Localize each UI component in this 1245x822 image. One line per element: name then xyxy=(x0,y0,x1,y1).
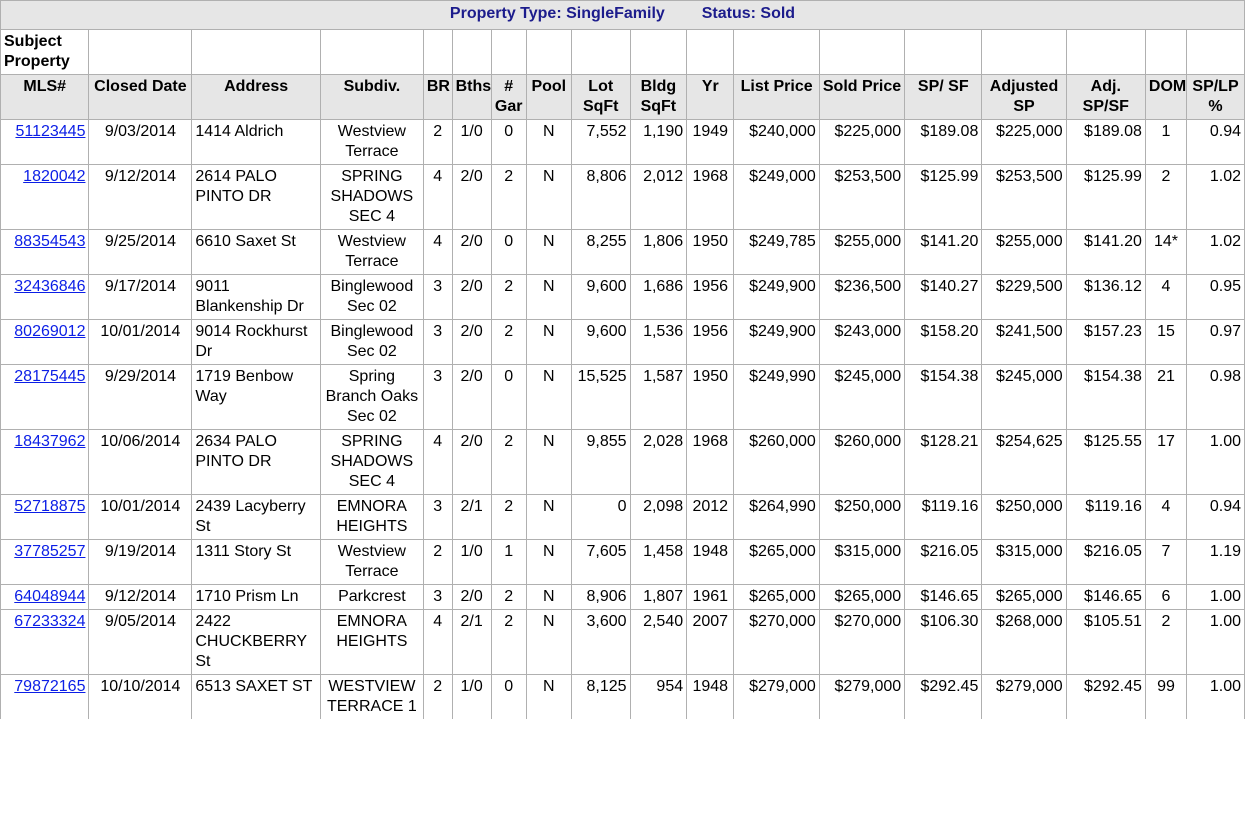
cell-adj-sp-sf: $141.20 xyxy=(1066,229,1145,274)
cell-sp-sf: $140.27 xyxy=(904,274,981,319)
cell-yr: 1950 xyxy=(686,229,733,274)
cell-lot-sqft: 9,855 xyxy=(571,429,630,494)
col-header-bths: Bths xyxy=(452,74,491,119)
col-header-gar: # Gar xyxy=(491,74,526,119)
cell-sp-lp: 1.02 xyxy=(1186,164,1245,229)
cell-list-price: $270,000 xyxy=(733,609,818,674)
cell-sp-sf: $128.21 xyxy=(904,429,981,494)
property-type-label: Property Type: xyxy=(449,5,562,22)
cell-address: 1719 Benbow Way xyxy=(191,364,320,429)
cell-address: 6513 SAXET ST xyxy=(191,674,320,719)
cell-adjusted-sp: $229,500 xyxy=(981,274,1065,319)
cell-list-price: $279,000 xyxy=(733,674,818,719)
cell-sold-price: $255,000 xyxy=(819,229,904,274)
cell-subdiv: Westview Terrace xyxy=(320,229,423,274)
cell-mls xyxy=(0,364,88,429)
cell-dom: 17 xyxy=(1145,429,1186,494)
cell-lot-sqft: 9,600 xyxy=(571,274,630,319)
cell-lot-sqft: 7,552 xyxy=(571,119,630,164)
cell-sp-lp: 0.95 xyxy=(1186,274,1245,319)
cell-adj-sp-sf: $136.12 xyxy=(1066,274,1145,319)
cell-adjusted-sp: $245,000 xyxy=(981,364,1065,429)
cell-bldg-sqft: 1,536 xyxy=(630,319,687,364)
subject-cell-address xyxy=(191,29,320,74)
cell-sp-sf: $125.99 xyxy=(904,164,981,229)
cell-br: 4 xyxy=(423,609,452,674)
cell-lot-sqft: 0 xyxy=(571,494,630,539)
col-header-sp-lp: SP/LP % xyxy=(1186,74,1245,119)
mls-link[interactable]: 79872165 xyxy=(14,678,86,695)
cell-br: 3 xyxy=(423,364,452,429)
cell-bths: 2/0 xyxy=(452,364,491,429)
cell-bldg-sqft: 1,587 xyxy=(630,364,687,429)
cell-closed-date: 10/10/2014 xyxy=(88,674,191,719)
cell-bldg-sqft: 1,686 xyxy=(630,274,687,319)
cell-pool: N xyxy=(526,119,571,164)
cell-sp-sf: $146.65 xyxy=(904,584,981,609)
cell-bldg-sqft: 2,012 xyxy=(630,164,687,229)
cell-lot-sqft: 8,255 xyxy=(571,229,630,274)
cell-address: 2634 PALO PINTO DR xyxy=(191,429,320,494)
subject-cell-bldg-sqft xyxy=(630,29,687,74)
cell-yr: 1950 xyxy=(686,364,733,429)
mls-link[interactable]: 51123445 xyxy=(15,123,86,140)
cell-gar: 0 xyxy=(491,674,526,719)
cell-lot-sqft: 9,600 xyxy=(571,319,630,364)
cell-sp-sf: $216.05 xyxy=(904,539,981,584)
table-row xyxy=(0,364,1245,429)
table-row xyxy=(0,119,1245,164)
cell-bths: 1/0 xyxy=(452,119,491,164)
col-header-adj-sp-sf: Adj. SP/SF xyxy=(1066,74,1145,119)
cell-sold-price: $245,000 xyxy=(819,364,904,429)
cell-br: 3 xyxy=(423,584,452,609)
table-row xyxy=(0,229,1245,274)
cell-subdiv: EMNORA HEIGHTS xyxy=(320,609,423,674)
cell-sold-price: $243,000 xyxy=(819,319,904,364)
cell-subdiv: EMNORA HEIGHTS xyxy=(320,494,423,539)
subject-cell-subdiv xyxy=(320,29,423,74)
cell-yr: 1961 xyxy=(686,584,733,609)
cell-sold-price: $260,000 xyxy=(819,429,904,494)
cell-bths: 2/0 xyxy=(452,429,491,494)
subject-cell-pool xyxy=(526,29,571,74)
status-label: Status: xyxy=(701,5,756,22)
cell-list-price: $249,900 xyxy=(733,274,818,319)
cell-list-price: $240,000 xyxy=(733,119,818,164)
cell-yr: 1948 xyxy=(686,539,733,584)
cell-dom: 4 xyxy=(1145,274,1186,319)
cell-bldg-sqft: 1,806 xyxy=(630,229,687,274)
cell-dom: 2 xyxy=(1145,164,1186,229)
cell-br: 2 xyxy=(423,539,452,584)
cell-sp-sf: $292.45 xyxy=(904,674,981,719)
cell-sold-price: $250,000 xyxy=(819,494,904,539)
cell-dom: 2 xyxy=(1145,609,1186,674)
cell-yr: 1949 xyxy=(686,119,733,164)
col-header-br: BR xyxy=(423,74,452,119)
cell-closed-date: 10/06/2014 xyxy=(88,429,191,494)
cell-pool: N xyxy=(526,364,571,429)
cell-adjusted-sp: $250,000 xyxy=(981,494,1065,539)
cell-adjusted-sp: $255,000 xyxy=(981,229,1065,274)
cell-gar: 2 xyxy=(491,274,526,319)
cell-list-price: $264,990 xyxy=(733,494,818,539)
cell-bths: 1/0 xyxy=(452,539,491,584)
cell-mls xyxy=(0,274,88,319)
cell-sp-lp: 1.00 xyxy=(1186,584,1245,609)
mls-link[interactable]: 18437962 xyxy=(14,433,86,450)
cell-closed-date: 9/12/2014 xyxy=(88,164,191,229)
mls-link[interactable]: 88354543 xyxy=(14,233,86,250)
cell-list-price: $260,000 xyxy=(733,429,818,494)
table-row xyxy=(0,674,1245,719)
col-header-yr: Yr xyxy=(686,74,733,119)
cell-mls xyxy=(0,229,88,274)
cell-subdiv: Spring Branch Oaks Sec 02 xyxy=(320,364,423,429)
cell-address: 1311 Story St xyxy=(191,539,320,584)
cell-lot-sqft: 15,525 xyxy=(571,364,630,429)
cell-adjusted-sp: $315,000 xyxy=(981,539,1065,584)
cell-pool: N xyxy=(526,319,571,364)
cell-closed-date: 9/25/2014 xyxy=(88,229,191,274)
cell-sp-sf: $158.20 xyxy=(904,319,981,364)
cell-sold-price: $279,000 xyxy=(819,674,904,719)
cell-sold-price: $236,500 xyxy=(819,274,904,319)
cell-mls xyxy=(0,119,88,164)
cell-sold-price: $315,000 xyxy=(819,539,904,584)
cell-sold-price: $270,000 xyxy=(819,609,904,674)
cell-pool: N xyxy=(526,494,571,539)
cell-yr: 2007 xyxy=(686,609,733,674)
cell-mls xyxy=(0,494,88,539)
col-header-sp-sf: SP/ SF xyxy=(904,74,981,119)
cell-adj-sp-sf: $125.55 xyxy=(1066,429,1145,494)
cell-br: 3 xyxy=(423,494,452,539)
cell-adj-sp-sf: $189.08 xyxy=(1066,119,1145,164)
property-type-value: SingleFamily xyxy=(566,5,665,22)
table-row xyxy=(0,429,1245,494)
cell-address: 6610 Saxet St xyxy=(191,229,320,274)
cell-bldg-sqft: 1,458 xyxy=(630,539,687,584)
cell-sp-sf: $106.30 xyxy=(904,609,981,674)
table-row xyxy=(0,494,1245,539)
cell-lot-sqft: 8,125 xyxy=(571,674,630,719)
cell-pool: N xyxy=(526,229,571,274)
cell-pool: N xyxy=(526,429,571,494)
col-header-pool: Pool xyxy=(526,74,571,119)
cell-adjusted-sp: $254,625 xyxy=(981,429,1065,494)
cell-lot-sqft: 8,906 xyxy=(571,584,630,609)
cell-pool: N xyxy=(526,584,571,609)
cell-sold-price: $265,000 xyxy=(819,584,904,609)
cell-subdiv: Binglewood Sec 02 xyxy=(320,319,423,364)
subject-cell-br xyxy=(423,29,452,74)
col-header-subdiv: Subdiv. xyxy=(320,74,423,119)
cell-list-price: $249,000 xyxy=(733,164,818,229)
cell-list-price: $249,990 xyxy=(733,364,818,429)
cell-pool: N xyxy=(526,609,571,674)
table-row xyxy=(0,539,1245,584)
subject-property-label: Subject Property xyxy=(0,29,88,74)
table-row xyxy=(0,609,1245,674)
subject-cell-sp-lp xyxy=(1186,29,1245,74)
table-row xyxy=(0,319,1245,364)
cell-address: 1710 Prism Ln xyxy=(191,584,320,609)
cell-yr: 1956 xyxy=(686,274,733,319)
cell-subdiv: Westview Terrace xyxy=(320,539,423,584)
cell-lot-sqft: 8,806 xyxy=(571,164,630,229)
cell-closed-date: 9/17/2014 xyxy=(88,274,191,319)
cell-address: 2422 CHUCKBERRY St xyxy=(191,609,320,674)
subject-cell-dom xyxy=(1145,29,1186,74)
subject-cell-adj-sp-sf xyxy=(1066,29,1145,74)
cell-adjusted-sp: $268,000 xyxy=(981,609,1065,674)
cell-adjusted-sp: $253,500 xyxy=(981,164,1065,229)
cell-adjusted-sp: $265,000 xyxy=(981,584,1065,609)
cell-gar: 1 xyxy=(491,539,526,584)
cell-address: 2439 Lacyberry St xyxy=(191,494,320,539)
col-header-lot-sqft: Lot SqFt xyxy=(571,74,630,119)
cell-sold-price: $225,000 xyxy=(819,119,904,164)
cell-gar: 2 xyxy=(491,609,526,674)
cell-bldg-sqft: 1,190 xyxy=(630,119,687,164)
cell-yr: 1968 xyxy=(686,164,733,229)
cell-sold-price: $253,500 xyxy=(819,164,904,229)
cell-bldg-sqft: 2,028 xyxy=(630,429,687,494)
cell-gar: 0 xyxy=(491,364,526,429)
mls-link[interactable]: 64048944 xyxy=(14,588,86,605)
mls-link[interactable]: 1820042 xyxy=(23,168,86,185)
cell-dom: 1 xyxy=(1145,119,1186,164)
cell-yr: 1956 xyxy=(686,319,733,364)
cell-sp-lp: 0.98 xyxy=(1186,364,1245,429)
mls-link[interactable]: 32436846 xyxy=(14,278,86,295)
cell-subdiv: Parkcrest xyxy=(320,584,423,609)
cell-mls xyxy=(0,429,88,494)
cell-bths: 2/0 xyxy=(452,164,491,229)
cell-sp-lp: 1.19 xyxy=(1186,539,1245,584)
cell-adj-sp-sf: $125.99 xyxy=(1066,164,1145,229)
cell-gar: 2 xyxy=(491,494,526,539)
subject-cell-sp-sf xyxy=(904,29,981,74)
col-header-list-price: List Price xyxy=(733,74,818,119)
cell-bths: 2/1 xyxy=(452,609,491,674)
cell-lot-sqft: 3,600 xyxy=(571,609,630,674)
cell-br: 3 xyxy=(423,274,452,319)
cell-bths: 2/0 xyxy=(452,584,491,609)
cell-subdiv: SPRING SHADOWS SEC 4 xyxy=(320,429,423,494)
cell-subdiv: WESTVIEW TERRACE 1 xyxy=(320,674,423,719)
cell-address: 9014 Rockhurst Dr xyxy=(191,319,320,364)
cell-pool: N xyxy=(526,539,571,584)
cell-gar: 0 xyxy=(491,229,526,274)
col-header-sold-price: Sold Price xyxy=(819,74,904,119)
cell-closed-date: 9/12/2014 xyxy=(88,584,191,609)
cell-list-price: $249,785 xyxy=(733,229,818,274)
cell-pool: N xyxy=(526,274,571,319)
subject-cell-sold-price xyxy=(819,29,904,74)
cell-adj-sp-sf: $216.05 xyxy=(1066,539,1145,584)
cell-address: 1414 Aldrich xyxy=(191,119,320,164)
cell-gar: 2 xyxy=(491,319,526,364)
subject-cell-lot-sqft xyxy=(571,29,630,74)
cell-yr: 1948 xyxy=(686,674,733,719)
col-header-dom: DOM xyxy=(1145,74,1186,119)
subject-cell-closed-date xyxy=(88,29,191,74)
col-header-mls: MLS# xyxy=(0,74,88,119)
cell-sp-lp: 0.97 xyxy=(1186,319,1245,364)
banner-row xyxy=(0,0,1245,29)
cell-adj-sp-sf: $105.51 xyxy=(1066,609,1145,674)
cell-pool: N xyxy=(526,674,571,719)
cell-bths: 1/0 xyxy=(452,674,491,719)
cell-mls xyxy=(0,674,88,719)
cell-subdiv: Binglewood Sec 02 xyxy=(320,274,423,319)
cell-sp-lp: 0.94 xyxy=(1186,494,1245,539)
cell-gar: 2 xyxy=(491,429,526,494)
cell-closed-date: 10/01/2014 xyxy=(88,319,191,364)
col-header-address: Address xyxy=(191,74,320,119)
cell-adj-sp-sf: $146.65 xyxy=(1066,584,1145,609)
cell-subdiv: Westview Terrace xyxy=(320,119,423,164)
mls-link[interactable]: 52718875 xyxy=(14,498,86,515)
cell-lot-sqft: 7,605 xyxy=(571,539,630,584)
status-value: Sold xyxy=(760,5,796,22)
cell-mls xyxy=(0,539,88,584)
subject-property-row xyxy=(0,29,1245,74)
mls-link[interactable]: 28175445 xyxy=(14,368,86,385)
cell-sp-sf: $141.20 xyxy=(904,229,981,274)
cell-br: 2 xyxy=(423,674,452,719)
cell-adj-sp-sf: $154.38 xyxy=(1066,364,1145,429)
banner-cell xyxy=(0,0,1245,29)
cell-adjusted-sp: $241,500 xyxy=(981,319,1065,364)
col-header-adjusted-sp: Adjusted SP xyxy=(981,74,1065,119)
cell-address: 9011 Blankenship Dr xyxy=(191,274,320,319)
cell-adj-sp-sf: $119.16 xyxy=(1066,494,1145,539)
col-header-bldg-sqft: Bldg SqFt xyxy=(630,74,687,119)
cell-sp-lp: 1.00 xyxy=(1186,429,1245,494)
cell-sp-sf: $189.08 xyxy=(904,119,981,164)
cell-yr: 2012 xyxy=(686,494,733,539)
mls-link[interactable]: 67233324 xyxy=(14,613,86,630)
cell-pool: N xyxy=(526,164,571,229)
cell-bldg-sqft: 2,098 xyxy=(630,494,687,539)
cell-mls xyxy=(0,164,88,229)
cell-dom: 7 xyxy=(1145,539,1186,584)
cell-closed-date: 10/01/2014 xyxy=(88,494,191,539)
cell-bths: 2/0 xyxy=(452,319,491,364)
mls-link[interactable]: 80269012 xyxy=(14,323,86,340)
table-row xyxy=(0,164,1245,229)
cell-bldg-sqft: 954 xyxy=(630,674,687,719)
cell-adjusted-sp: $225,000 xyxy=(981,119,1065,164)
cell-bldg-sqft: 1,807 xyxy=(630,584,687,609)
cell-closed-date: 9/19/2014 xyxy=(88,539,191,584)
cell-gar: 0 xyxy=(491,119,526,164)
cell-bths: 2/0 xyxy=(452,229,491,274)
subject-cell-yr xyxy=(686,29,733,74)
cell-yr: 1968 xyxy=(686,429,733,494)
cell-list-price: $265,000 xyxy=(733,539,818,584)
header-row xyxy=(0,74,1245,119)
cell-bldg-sqft: 2,540 xyxy=(630,609,687,674)
cell-sp-lp: 1.00 xyxy=(1186,609,1245,674)
cell-sp-sf: $119.16 xyxy=(904,494,981,539)
table-row xyxy=(0,584,1245,609)
cell-sp-lp: 1.00 xyxy=(1186,674,1245,719)
cell-br: 4 xyxy=(423,429,452,494)
cell-bths: 2/0 xyxy=(452,274,491,319)
table-row xyxy=(0,274,1245,319)
cell-closed-date: 9/29/2014 xyxy=(88,364,191,429)
col-header-closed-date: Closed Date xyxy=(88,74,191,119)
cell-br: 2 xyxy=(423,119,452,164)
cell-mls xyxy=(0,584,88,609)
cell-gar: 2 xyxy=(491,164,526,229)
cell-dom: 4 xyxy=(1145,494,1186,539)
cell-closed-date: 9/05/2014 xyxy=(88,609,191,674)
cell-address: 2614 PALO PINTO DR xyxy=(191,164,320,229)
cell-adjusted-sp: $279,000 xyxy=(981,674,1065,719)
cell-closed-date: 9/03/2014 xyxy=(88,119,191,164)
cell-subdiv: SPRING SHADOWS SEC 4 xyxy=(320,164,423,229)
cell-sp-sf: $154.38 xyxy=(904,364,981,429)
cell-sp-lp: 1.02 xyxy=(1186,229,1245,274)
cell-dom: 14* xyxy=(1145,229,1186,274)
cell-mls xyxy=(0,319,88,364)
cell-gar: 2 xyxy=(491,584,526,609)
subject-cell-list-price xyxy=(733,29,818,74)
cell-adj-sp-sf: $292.45 xyxy=(1066,674,1145,719)
cell-list-price: $249,900 xyxy=(733,319,818,364)
cell-adj-sp-sf: $157.23 xyxy=(1066,319,1145,364)
cell-dom: 6 xyxy=(1145,584,1186,609)
cell-bths: 2/1 xyxy=(452,494,491,539)
cell-sp-lp: 0.94 xyxy=(1186,119,1245,164)
cell-br: 4 xyxy=(423,164,452,229)
subject-cell-gar xyxy=(491,29,526,74)
cell-br: 3 xyxy=(423,319,452,364)
cell-dom: 99 xyxy=(1145,674,1186,719)
subject-cell-adjusted-sp xyxy=(981,29,1065,74)
cell-br: 4 xyxy=(423,229,452,274)
cell-dom: 21 xyxy=(1145,364,1186,429)
cell-dom: 15 xyxy=(1145,319,1186,364)
subject-cell-bths xyxy=(452,29,491,74)
cell-list-price: $265,000 xyxy=(733,584,818,609)
cell-mls xyxy=(0,609,88,674)
mls-link[interactable]: 37785257 xyxy=(14,543,86,560)
